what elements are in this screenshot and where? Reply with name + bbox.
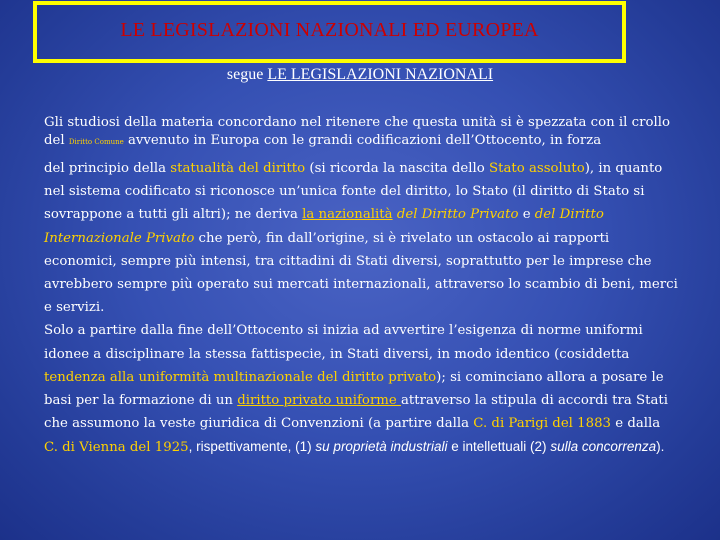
- text-a: del principio della: [44, 161, 171, 176]
- title-box: [33, 1, 626, 63]
- text-p: attraverso la stipula di accordi tra Stati che assumono la veste giuridica di Convenzioni (a partire dalla: [44, 393, 668, 432]
- slide-subtitle: [0, 66, 720, 84]
- slide-title: LE LEGISLAZIONI NAZIONALI ED EUROPEA: [120, 18, 539, 41]
- paragraph-main: [44, 157, 678, 460]
- text-k: che però, fin dall’origine, si è rivelato un ostacolo ai rapporti economici, sempre più intensi, tra cittadini di Stati diversi, soprattutto per le imprese che avrebbero sempre più operato sui mercati internazionali, attraverso lo scambio di beni, merci e servizi.: [44, 230, 678, 316]
- diritto-comune-label: Diritto Comune: [68, 137, 124, 146]
- text-c: (si ricorda la nascita dello: [305, 161, 489, 176]
- highlight-stato-assoluto: Stato assoluto: [489, 161, 585, 176]
- highlight-nazionalita: la nazionalità: [302, 207, 393, 223]
- text-e: ), in quanto nel sistema codificato si riconosce un’unica fonte del diritto, lo Stato (il diritto di Stato si sovrappone a tutti gli altri); ne deriva: [44, 161, 663, 223]
- text-n: ); si cominciano allora a posare le basi per la formazione di un: [44, 369, 664, 409]
- text-i: e: [518, 207, 535, 223]
- highlight-diritto-privato: del Diritto Privato: [396, 207, 519, 223]
- subtitle-main: LE LEGISLAZIONI NAZIONALI: [267, 66, 494, 83]
- text-t: , rispettivamente, (1): [188, 439, 316, 455]
- text-v: e intellettuali (2): [447, 439, 551, 455]
- paragraph-intro: [44, 114, 678, 151]
- highlight-vienna: C. di Vienna del 1925: [44, 440, 189, 456]
- intro-text-1: Gli studiosi della materia concordano nel ritenere che questa unità si è spezzata con il crollo del: [44, 115, 670, 148]
- highlight-tendenza: tendenza alla uniformità multinazionale del diritto privato: [44, 369, 437, 385]
- highlight-diritto-internazionale: del Diritto Internazionale Privato: [44, 207, 604, 246]
- text-x: ).: [656, 439, 665, 455]
- body-text: [44, 114, 678, 460]
- subtitle-prefix: segue: [226, 66, 268, 83]
- text-concorrenza: sulla concorrenza: [550, 439, 657, 455]
- highlight-diritto-uniforme: diritto privato uniforme: [237, 393, 401, 409]
- text-l: Solo a partire dalla fine dell’Ottocento si inizia ad avvertire l’esigenza di norme uniformi idonee a disciplinare la stessa fattispecie, in Stati diversi, in modo identico (cosiddetta: [44, 323, 643, 362]
- highlight-parigi: C. di Parigi del 1883: [473, 416, 612, 432]
- highlight-statualita: statualità del diritto: [170, 161, 306, 176]
- text-proprieta: su proprietà industriali: [315, 439, 448, 455]
- intro-text-2: avvenuto in Europa con le grandi codificazioni dell’Ottocento, in forza: [123, 132, 602, 148]
- text-r: e dalla: [611, 416, 661, 432]
